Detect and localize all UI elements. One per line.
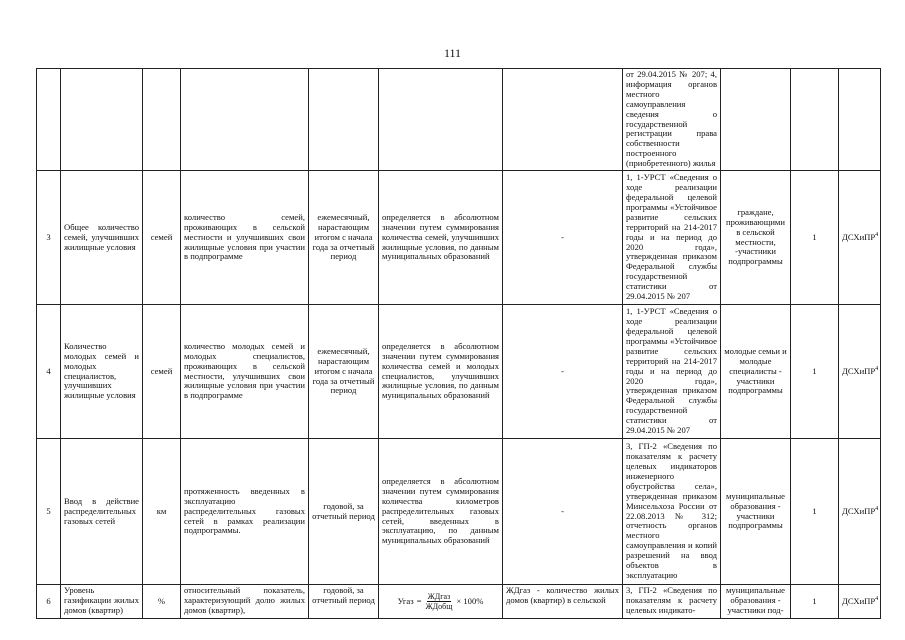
indicator-name: Количество молодых семей и молодых специалистов, улучшивших жилищные условия (61, 305, 143, 439)
basic-indicators (503, 69, 623, 171)
formula-rhs: × 100% (456, 595, 484, 606)
indicator-definition: протяженность введенных в эксплуатацию распределительных газовых сетей в рамках реализации подпрограммы. (181, 439, 309, 585)
time-period (309, 69, 379, 171)
responsible-label: ДСХиПР (842, 365, 876, 376)
row-number: 3 (37, 171, 61, 305)
basic-indicators: - (503, 171, 623, 305)
unit-of-measure: % (143, 585, 181, 619)
data-source: 3, ГП-2 «Сведения по показателям к расчету целевых индикато- (623, 585, 721, 619)
gas-level-formula (398, 592, 484, 611)
coverage: 1 (791, 171, 839, 305)
time-period: годовой, за отчетный период (309, 585, 379, 619)
calculation-algorithm: определяется в абсолютном значении путем суммирования количества семей, улучшивших жилищные условия, по данным муниципальных образований (379, 171, 503, 305)
page-number: 111 (443, 46, 462, 60)
footnote-mark: 4 (875, 365, 879, 372)
footnote-mark: 4 (875, 595, 879, 602)
indicator-name (61, 69, 143, 171)
indicator-definition: количество семей, проживающих в сельской местности и улучшивших свои жилищные условия при участии в подпрограмме (181, 171, 309, 305)
observation-unit: молодые семьи и молодые специалисты - участники подпрограммы (721, 305, 791, 439)
observation-unit: муниципальные образования - участники подпрограммы (721, 439, 791, 585)
indicator-definition (181, 69, 309, 171)
row-number: 6 (37, 585, 61, 619)
footnote-mark: 4 (875, 505, 879, 512)
calculation-algorithm (379, 69, 503, 171)
observation-unit: граждане, проживающими в сельской местности, -участники подпрограммы (721, 171, 791, 305)
unit-of-measure: семей (143, 171, 181, 305)
calculation-algorithm: определяется в абсолютном значении путем суммирования количества семей и молодых специалистов, улучшивших жилищные условия, по данным муниципальных образований (379, 305, 503, 439)
footnote-mark: 4 (875, 231, 879, 238)
coverage: 1 (791, 305, 839, 439)
formula-lhs: Угаз (397, 595, 414, 606)
indicator-definition: относительный показатель, характеризующий долю жилых домов (квартир), (181, 585, 309, 619)
basic-indicators: - (503, 305, 623, 439)
responsible (839, 439, 881, 585)
time-period: годовой, за отчетный период (309, 439, 379, 585)
data-source: 1, 1-УРСТ «Сведения о ходе реализации федеральной целевой программы «Устойчивое развитие сельских территорий на 214-2017 годы и на период до 2020 года», утвержденная приказом Федеральной службы государственной статистики от 29.04.2015 № 207 (623, 171, 721, 305)
responsible (839, 69, 881, 171)
data-source: от 29.04.2015 № 207; 4, информация органов местного самоуправления сведения о государственной регистрации права собственности построенного (приобретенного) жилья (623, 69, 721, 171)
formula-numerator: ЖДгаз (427, 592, 451, 602)
indicator-name: Ввод в действие распределительных газовых сетей (61, 439, 143, 585)
data-source: 3, ГП-2 «Сведения по показателям к расчету целевых индикаторов инженерного обустройства села», утвержденная приказом Минсельхоза России от 22.08.2013 № 312; отчетность органов местного самоуправления и копий разрешений на ввод объектов в эксплуатацию (623, 439, 721, 585)
indicator-name: Общее количество семей, улучшивших жилищные условия (61, 171, 143, 305)
unit-of-measure: семей (143, 305, 181, 439)
table-row (37, 439, 881, 585)
row-number (37, 69, 61, 171)
calculation-algorithm: определяется в абсолютном значении путем суммирования количества километров распределительных газовых сетей, введенных в эксплуатацию, по данным муниципальных образований (379, 439, 503, 585)
row-number: 5 (37, 439, 61, 585)
calculation-formula (379, 585, 503, 619)
unit-of-measure: км (143, 439, 181, 585)
table-row (37, 69, 881, 171)
equals-sign: = (416, 595, 422, 606)
coverage: 1 (791, 585, 839, 619)
time-period: ежемесячный, нарастающим итогом с начала года за отчетный период (309, 305, 379, 439)
formula-denominator: ЖДобщ (425, 602, 453, 612)
time-period: ежемесячный, нарастающим итогом с начала года за отчетный период (309, 171, 379, 305)
coverage (791, 69, 839, 171)
data-source: 1, 1-УРСТ «Сведения о ходе реализации федеральной целевой программы «Устойчивое развитие сельских территорий на 214-2017 годы и на период до 2020 года», утвержденная приказом Федеральной службы государственной статистики от 29.04.2015 № 207 (623, 305, 721, 439)
responsible-label: ДСХиПР (842, 595, 876, 606)
row-number: 4 (37, 305, 61, 439)
responsible-label: ДСХиПР (842, 505, 876, 516)
observation-unit (721, 69, 791, 171)
observation-unit: муниципальные образования - участники под- (721, 585, 791, 619)
indicator-name: Уровень газификации жилых домов (квартир) (61, 585, 143, 619)
table-row (37, 171, 881, 305)
responsible (839, 171, 881, 305)
responsible (839, 305, 881, 439)
indicator-table (36, 68, 881, 619)
basic-indicators: ЖДгаз - количество жилых домов (квартир) в сельской (503, 585, 623, 619)
coverage: 1 (791, 439, 839, 585)
table-row (37, 585, 881, 619)
unit-of-measure (143, 69, 181, 171)
basic-indicators: - (503, 439, 623, 585)
formula-fraction (425, 592, 454, 611)
responsible-label: ДСХиПР (842, 231, 876, 242)
indicator-definition: количество молодых семей и молодых специалистов, проживающих в сельской местности, улучшивших свои жилищные условия при участии в подпрограмме (181, 305, 309, 439)
table-row (37, 305, 881, 439)
responsible (839, 585, 881, 619)
